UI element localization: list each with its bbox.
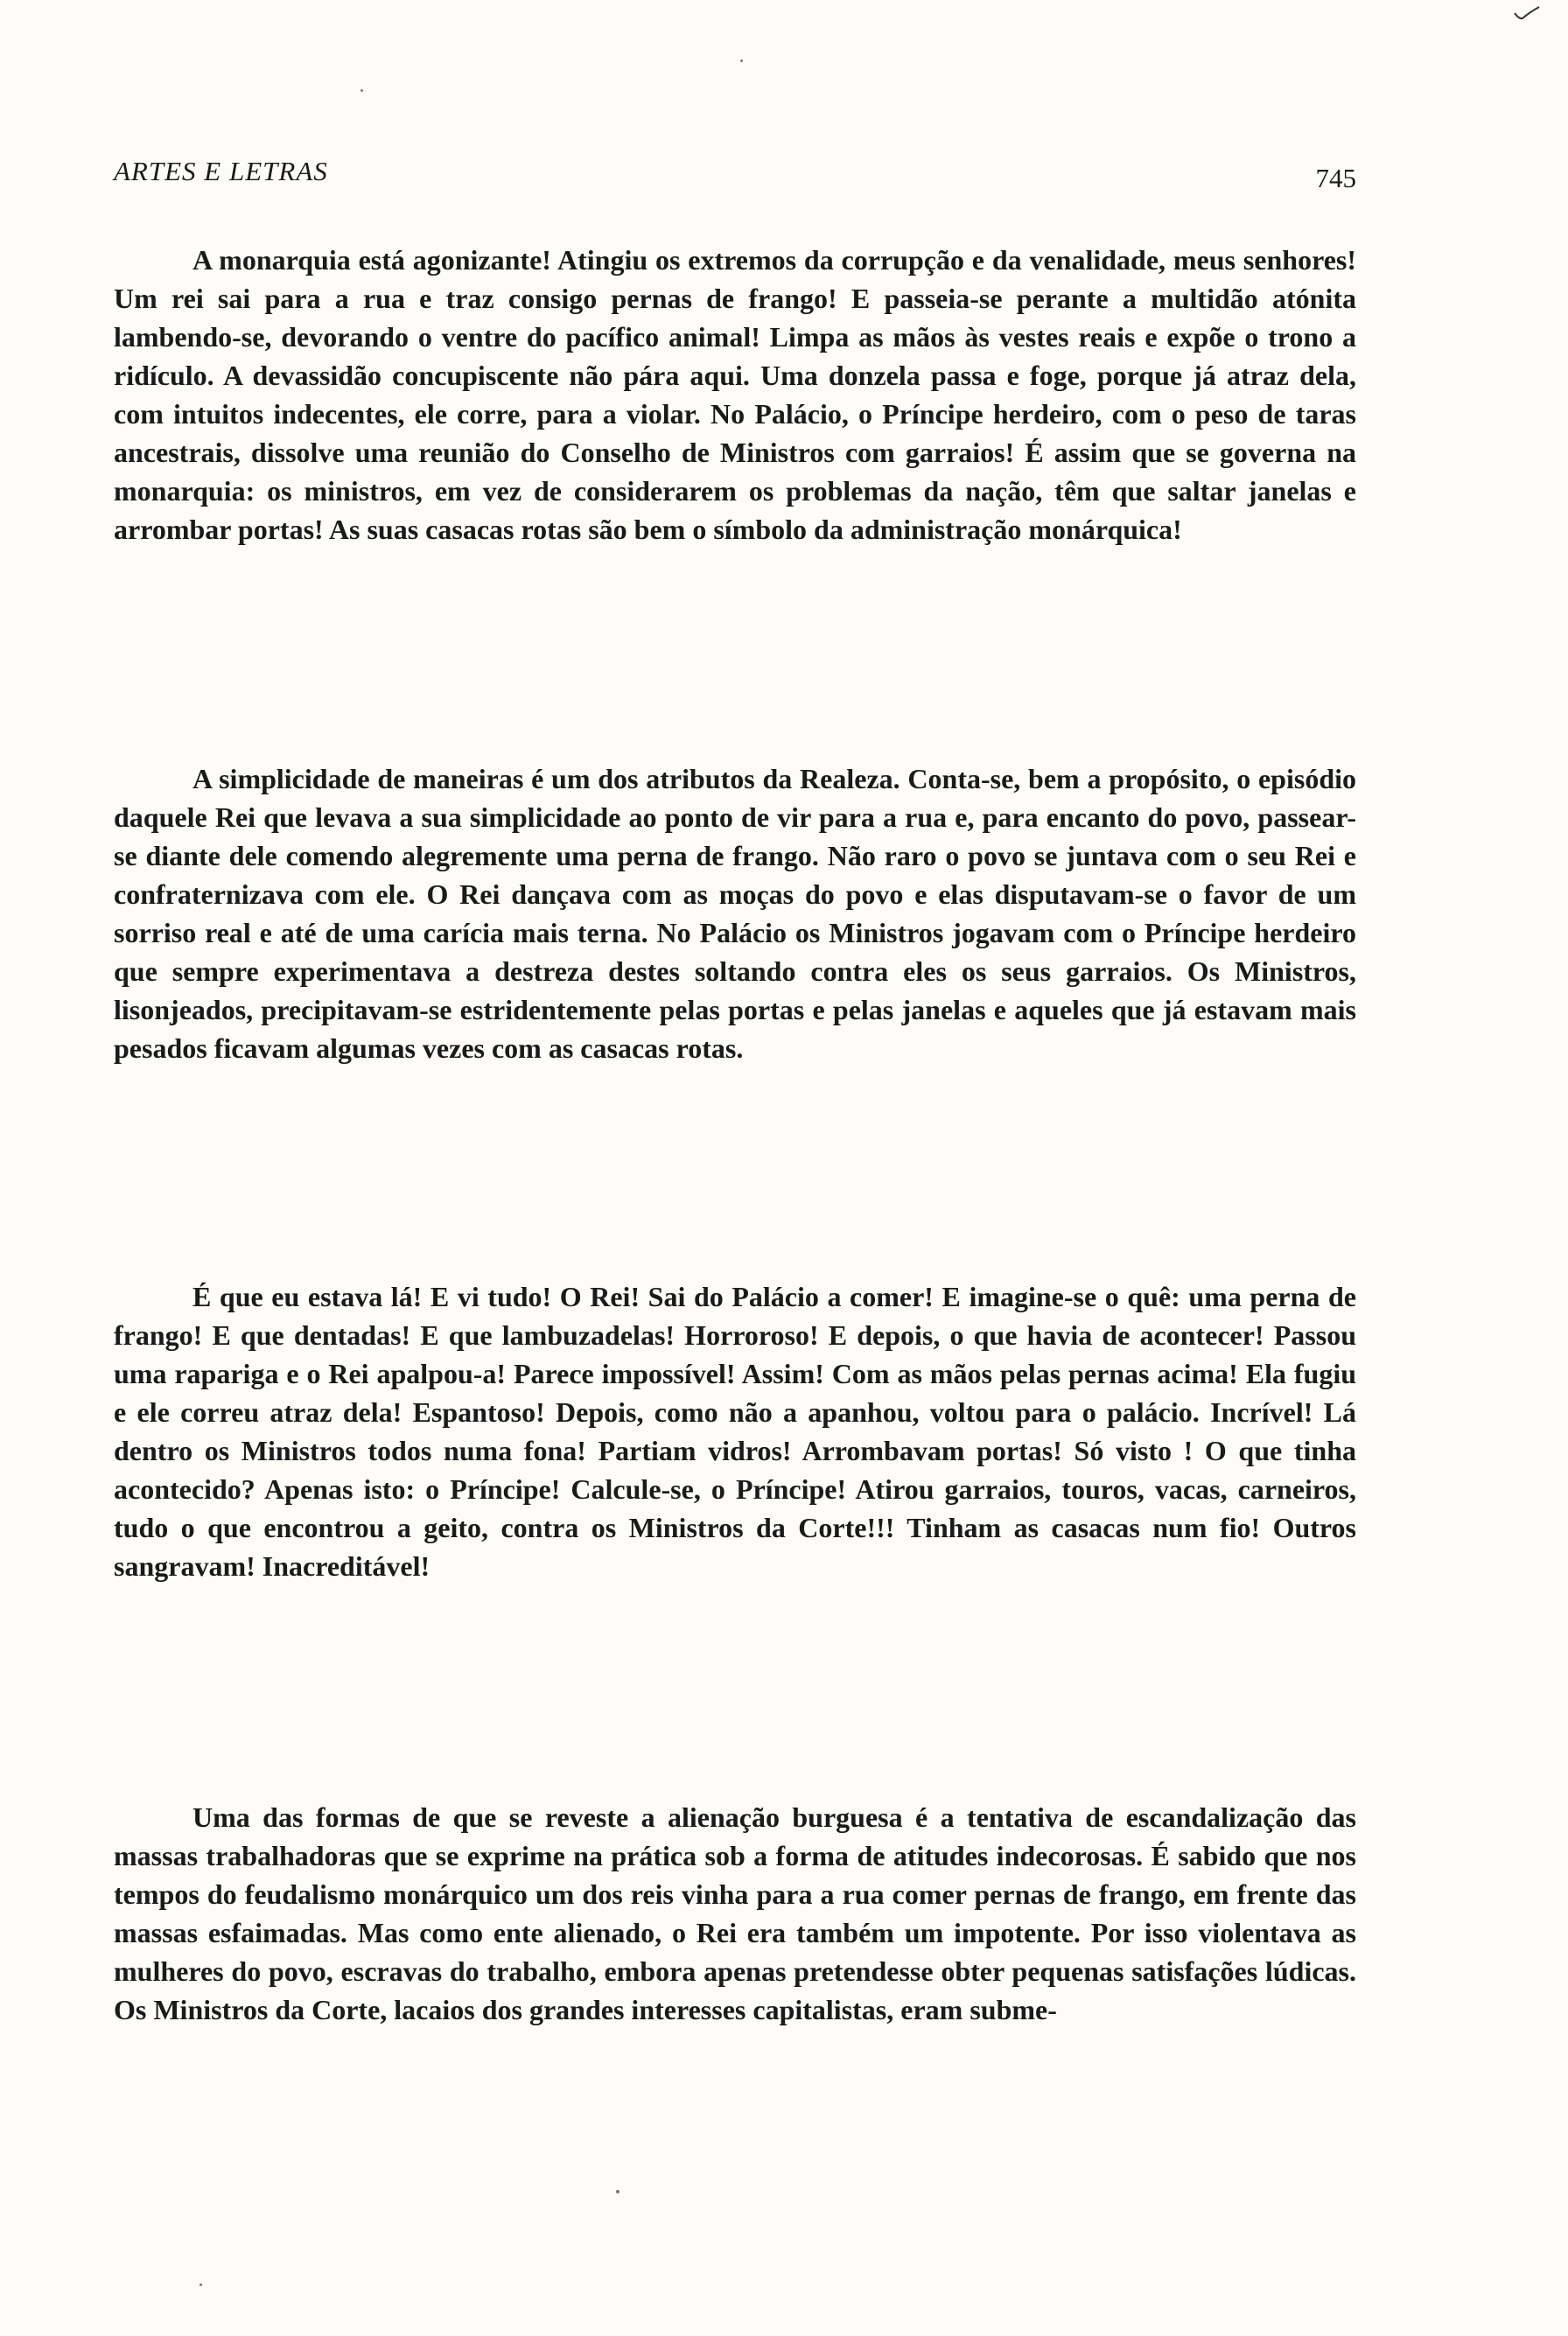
running-head: ARTES E LETRAS <box>114 156 328 186</box>
paragraph-2: A simplicidade de maneiras é um dos atributos da Realeza. Conta-se, bem a propósito, o episódio daquele Rei que levava a sua simplicidade ao ponto de vir para a rua e, para encanto do povo, passear-se diante dele comendo alegremente uma perna de frango. Não raro o povo se juntava com o seu Rei e confraternizava com ele. O Rei dançava com as moças do povo e elas disputavam-se o favor de um sorriso real e até de uma carícia mais terna. No Palácio os Ministros jogavam com o Príncipe herdeiro que sempre experimentava a destreza destes soltando contra eles os seus garraios. Os Ministros, lisonjeados, precipitavam-se estridentemente pelas portas e pelas janelas e aqueles que já estavam mais pesados ficavam algumas vezes com as casacas rotas. <box>114 763 1356 1064</box>
paragraph-4: Uma das formas de que se reveste a alienação burguesa é a tentativa de escandalização das massas trabalhadoras que se exprime na prática sob a forma de atitudes indecorosas. É sabido que nos tempos do feudalismo monárquico um dos reis vinha para a rua comer pernas de frango, em frente das massas esfaimadas. Mas como ente alienado, o Rei era também um impotente. Por isso violentava as mulheres do povo, escravas do trabalho, embora apenas pretendesse obter pequenas satisfações lúdicas. Os Ministros da Corte, lacaios dos grandes interesses capitalistas, eram subme- <box>114 1801 1356 2025</box>
paragraph-1: A monarquia está agonizante! Atingiu os extremos da corrupção e da venalidade, meus senhores! Um rei sai para a rua e traz consigo pernas de frango! E passeia-se perante a multidão atónita lambendo-se, devorando o ventre do pacífico animal! Limpa as mãos às vestes reais e expõe o trono a ridículo. A devassidão concupiscente não pára aqui. Uma donzela passa e foge, porque já atraz dela, com intuitos indecentes, ele corre, para a violar. No Palácio, o Príncipe herdeiro, com o peso de taras ancestrais, dissolve uma reunião do Conselho de Ministros com garraios! É assim que se governa na monarquia: os ministros, em vez de considerarem os problemas da nação, têm que saltar janelas e arrombar portas! As suas casacas rotas são bem o símbolo da administração monárquica! <box>114 244 1356 545</box>
pencil-check-mark <box>1514 5 1540 21</box>
page-number: 745 <box>1315 163 1356 193</box>
book-page <box>114 0 1356 2336</box>
page-header <box>114 156 1356 199</box>
paragraph-3: É que eu estava lá! E vi tudo! O Rei! Sai do Palácio a comer! E imagine-se o quê: uma perna de frango! E que dentadas! E que lambuzadelas! Horroroso! E depois, o que havia de acontecer! Passou uma rapariga e o Rei apalpou-a! Parece impossível! Assim! Com as mãos pelas pernas acima! Ela fugiu e ele correu atraz dela! Espantoso! Depois, como não a apanhou, voltou para o palácio. Incrível! Lá dentro os Ministros todos numa fona! Partiam vidros! Arrombavam portas! Só visto ! O que tinha acontecido? Apenas isto: o Príncipe! Calcule-se, o Príncipe! Atirou garraios, touros, vacas, carneiros, tudo o que encontrou a geito, contra os Ministros da Corte!!! Tinham as casacas num fio! Outros sangravam! Inacreditável! <box>114 1281 1356 1582</box>
